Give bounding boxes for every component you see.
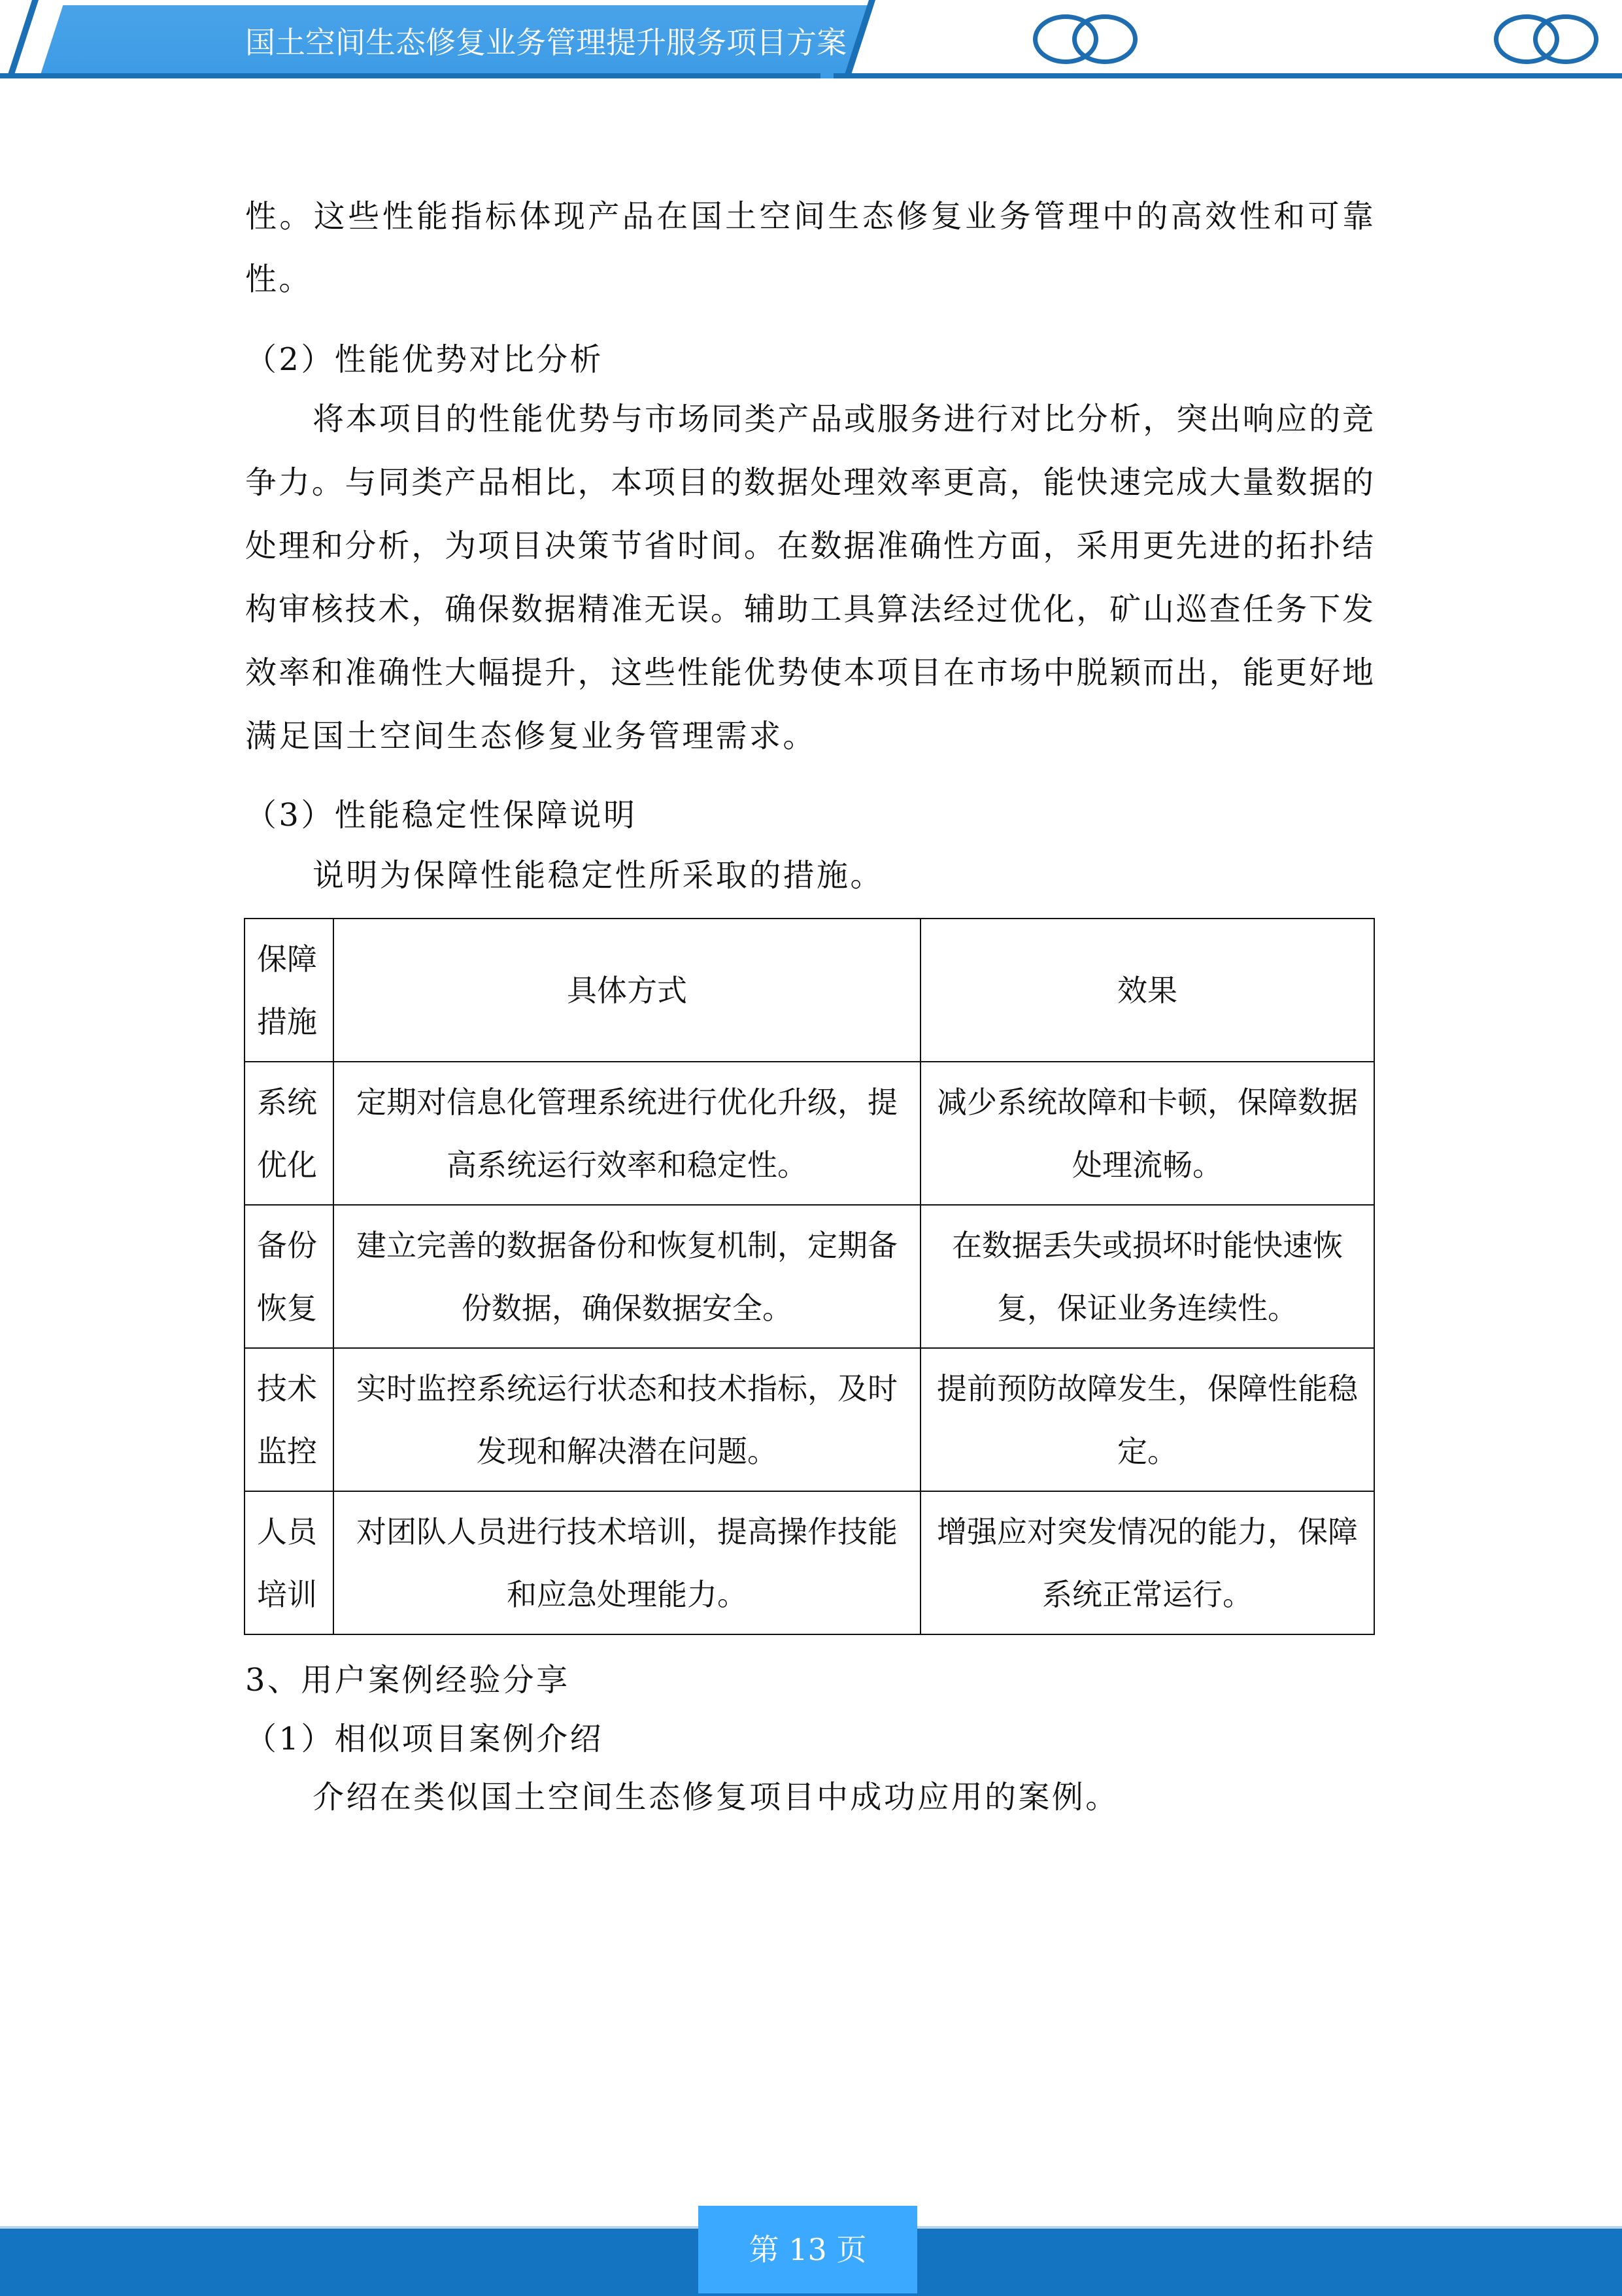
paragraph-line: 性。 — [245, 261, 313, 297]
table-cell: 提前预防故障发生，保障性能稳定。 — [921, 1348, 1374, 1491]
header-stripe — [7, 0, 39, 78]
paragraph-line: 将本项目的性能优势与市场同类产品或服务进行对比分析，突出响应的竞 — [313, 401, 1374, 437]
rings-logo-icon — [1494, 14, 1605, 67]
paragraph-line: 争力。与同类产品相比，本项目的数据处理效率更高，能快速完成大量数据的 — [245, 464, 1374, 501]
header-title: 国土空间生态修复业务管理提升服务项目方案 — [245, 25, 847, 59]
table-cell: 实时监控系统运行状态和技术指标，及时发现和解决潜在问题。 — [333, 1348, 921, 1491]
rings-logo-icon — [1033, 14, 1144, 67]
table-cell: 在数据丢失或损坏时能快速恢复，保证业务连续性。 — [921, 1205, 1374, 1348]
page-number: 第 13 页 — [698, 2206, 917, 2293]
table-cell: 技术监控 — [245, 1348, 333, 1491]
paragraph-line: 介绍在类似国土空间生态修复项目中成功应用的案例。 — [313, 1779, 1119, 1815]
table-cell: 对团队人员进行技术培训，提高操作技能和应急处理能力。 — [333, 1491, 921, 1634]
paragraph-line: 处理和分析，为项目决策节省时间。在数据准确性方面，采用更先进的拓扑结 — [245, 528, 1374, 564]
header-underline — [0, 73, 820, 78]
header-cell: 效果 — [921, 919, 1374, 1062]
table-header-row — [245, 919, 1374, 1062]
table-cell: 建立完善的数据备份和恢复机制，定期备份数据，确保数据安全。 — [333, 1205, 921, 1348]
section-heading: （3）性能稳定性保障说明 — [245, 797, 637, 834]
section-heading: （1）相似项目案例介绍 — [245, 1721, 603, 1757]
table-cell: 定期对信息化管理系统进行优化升级，提高系统运行效率和稳定性。 — [333, 1062, 921, 1205]
paragraph-line: 构审核技术，确保数据精准无误。辅助工具算法经过优化，矿山巡查任务下发 — [245, 591, 1374, 628]
header — [0, 0, 1622, 82]
section-heading: （2）性能优势对比分析 — [245, 341, 603, 378]
table-cell: 减少系统故障和卡顿，保障数据处理流畅。 — [921, 1062, 1374, 1205]
header-cell: 具体方式 — [333, 919, 921, 1062]
paragraph-line: 性。这些性能指标体现产品在国土空间生态修复业务管理中的高效性和可靠 — [245, 198, 1374, 235]
table-cell: 系统优化 — [245, 1062, 333, 1205]
table-row — [245, 1062, 1374, 1205]
table-row — [245, 1205, 1374, 1348]
paragraph-line: 满足国土空间生态修复业务管理需求。 — [245, 718, 817, 754]
table-cell: 人员培训 — [245, 1491, 333, 1634]
paragraph-line: 效率和准确性大幅提升，这些性能优势使本项目在市场中脱颖而出，能更好地 — [245, 654, 1374, 691]
section-heading: 3、用户案例经验分享 — [245, 1662, 570, 1698]
table-cell: 增强应对突发情况的能力，保障系统正常运行。 — [921, 1491, 1374, 1634]
table-row — [245, 1348, 1374, 1491]
table-row — [245, 1491, 1374, 1634]
paragraph-line: 说明为保障性能稳定性所采取的措施。 — [313, 857, 884, 894]
header-underline — [834, 73, 1622, 78]
table-cell: 备份恢复 — [245, 1205, 333, 1348]
stability-measures-table — [244, 918, 1375, 1635]
header-cell: 保障措施 — [245, 919, 333, 1062]
